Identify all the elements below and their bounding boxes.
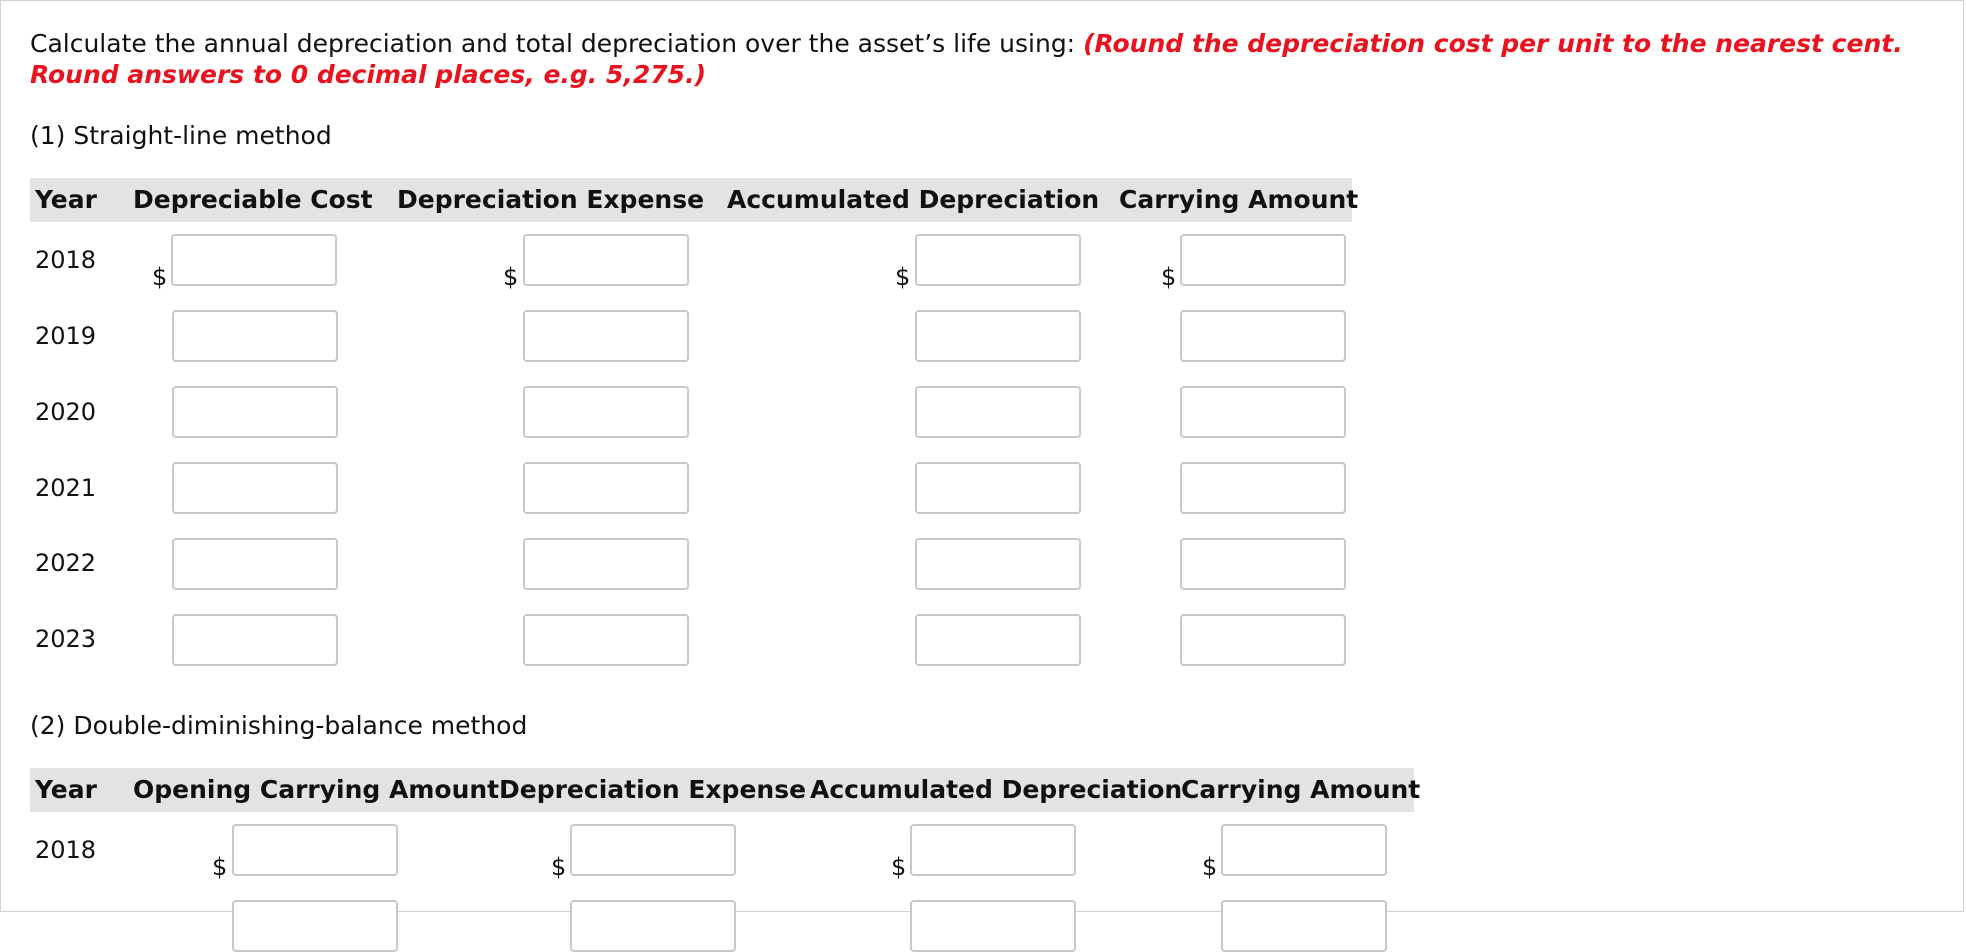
ddb-2019-accumulated-depreciation-input[interactable] bbox=[910, 900, 1076, 952]
header-accumulated-depreciation: Accumulated Depreciation bbox=[810, 775, 1183, 804]
instructions-text: Calculate the annual depreciation and total depreciation over the asset’s life using: bbox=[30, 29, 1084, 58]
dollar-sign: $ bbox=[152, 263, 168, 291]
sl-2023-depreciable-cost-input[interactable] bbox=[172, 614, 338, 666]
sl-2019-accumulated-depreciation-input[interactable] bbox=[915, 310, 1081, 362]
sl-2020-depreciation-expense-input[interactable] bbox=[523, 386, 689, 438]
dollar-sign: $ bbox=[895, 263, 911, 291]
sl-2019-carrying-amount-input[interactable] bbox=[1180, 310, 1346, 362]
row-year-2022: 2022 bbox=[35, 549, 97, 577]
sl-2020-depreciable-cost-input[interactable] bbox=[172, 386, 338, 438]
sl-2021-carrying-amount-input[interactable] bbox=[1180, 462, 1346, 514]
ddb-2019-opening-carrying-amount-input[interactable] bbox=[232, 900, 398, 952]
sl-2023-depreciation-expense-input[interactable] bbox=[523, 614, 689, 666]
sl-2018-depreciation-expense-input[interactable] bbox=[523, 234, 689, 286]
row-year-2020: 2020 bbox=[35, 398, 97, 426]
sl-2019-depreciable-cost-input[interactable] bbox=[172, 310, 338, 362]
double-declining-header bbox=[30, 768, 1421, 812]
header-depreciation-expense: Depreciation Expense bbox=[397, 185, 705, 214]
sl-2023-accumulated-depreciation-input[interactable] bbox=[915, 614, 1081, 666]
dollar-sign: $ bbox=[551, 853, 567, 881]
dollar-sign: $ bbox=[212, 853, 228, 881]
sl-2021-depreciation-expense-input[interactable] bbox=[523, 462, 689, 514]
header-depreciable-cost: Depreciable Cost bbox=[133, 185, 373, 214]
row-year-2023: 2023 bbox=[35, 625, 97, 653]
instructions bbox=[30, 28, 1930, 90]
straight-line-header bbox=[30, 178, 1359, 222]
sl-2018-carrying-amount-input[interactable] bbox=[1180, 234, 1346, 286]
header-carrying-amount: Carrying Amount bbox=[1181, 775, 1421, 804]
dollar-sign: $ bbox=[1202, 853, 1218, 881]
header-carrying-amount: Carrying Amount bbox=[1119, 185, 1359, 214]
sl-2021-accumulated-depreciation-input[interactable] bbox=[915, 462, 1081, 514]
ddb-2019-carrying-amount-input[interactable] bbox=[1221, 900, 1387, 952]
dollar-sign: $ bbox=[891, 853, 907, 881]
straight-line-title: (1) Straight-line method bbox=[30, 121, 332, 150]
dollar-sign: $ bbox=[1161, 263, 1177, 291]
sl-2022-depreciation-expense-input[interactable] bbox=[523, 538, 689, 590]
header-depreciation-expense: Depreciation Expense bbox=[499, 775, 807, 804]
sl-2020-accumulated-depreciation-input[interactable] bbox=[915, 386, 1081, 438]
header-accumulated-depreciation: Accumulated Depreciation bbox=[727, 185, 1100, 214]
row-year-2018: 2018 bbox=[35, 836, 97, 864]
ddb-2018-opening-carrying-amount-input[interactable] bbox=[232, 824, 398, 876]
row-year-2021: 2021 bbox=[35, 474, 97, 502]
sl-2018-accumulated-depreciation-input[interactable] bbox=[915, 234, 1081, 286]
sl-2022-depreciable-cost-input[interactable] bbox=[172, 538, 338, 590]
ddb-2019-depreciation-expense-input[interactable] bbox=[570, 900, 736, 952]
sl-2019-depreciation-expense-input[interactable] bbox=[523, 310, 689, 362]
sl-2023-carrying-amount-input[interactable] bbox=[1180, 614, 1346, 666]
ddb-2018-accumulated-depreciation-input[interactable] bbox=[910, 824, 1076, 876]
sl-2018-depreciable-cost-input[interactable] bbox=[171, 234, 337, 286]
ddb-2018-depreciation-expense-input[interactable] bbox=[570, 824, 736, 876]
double-declining-title: (2) Double-diminishing-balance method bbox=[30, 711, 528, 740]
sl-2022-accumulated-depreciation-input[interactable] bbox=[915, 538, 1081, 590]
row-year-2019: 2019 bbox=[35, 322, 97, 350]
sl-2020-carrying-amount-input[interactable] bbox=[1180, 386, 1346, 438]
dollar-sign: $ bbox=[503, 263, 519, 291]
rounding-note: (Round the depreciation cost per unit to the nearest cent. Round answers to 0 decimal places, e.g. 5,275.) bbox=[30, 29, 1903, 89]
header-opening-carrying-amount: Opening Carrying Amount bbox=[133, 775, 500, 804]
row-year-2018: 2018 bbox=[35, 246, 97, 274]
header-year: Year bbox=[35, 185, 97, 214]
ddb-2018-carrying-amount-input[interactable] bbox=[1221, 824, 1387, 876]
sl-2022-carrying-amount-input[interactable] bbox=[1180, 538, 1346, 590]
header-year: Year bbox=[35, 775, 97, 804]
sl-2021-depreciable-cost-input[interactable] bbox=[172, 462, 338, 514]
